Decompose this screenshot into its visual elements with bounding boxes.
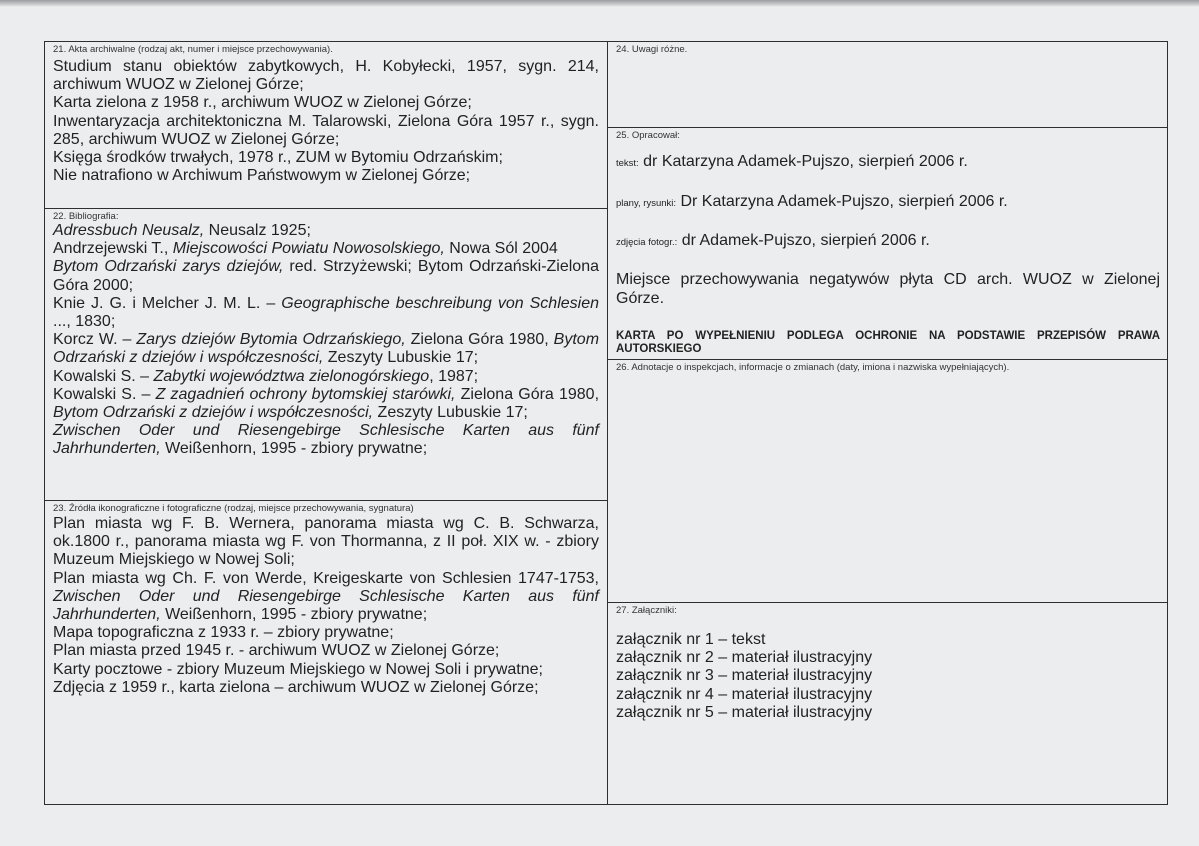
s23-line-4: Plan miasta przed 1945 r. - archiwum WUOZ w Zielonej Górze; xyxy=(53,642,500,660)
s21-line-1: Studium stanu obiektów zabytkowych, H. Kobyłecki, 1957, sygn. 214, archiwum WUOZ w Zielonej Górze; xyxy=(53,58,599,94)
text-author-row: tekst: dr Katarzyna Adamek-Pujszo, sierpień 2006 r. xyxy=(616,153,968,170)
scan-top-edge xyxy=(0,0,1199,7)
attachment-2: załącznik nr 2 – materiał ilustracyjny xyxy=(616,649,873,667)
section-23-label: 23. Źródła ikonograficzne i fotograficzne (rodzaj, miejsce przechowywania, sygnatura) xyxy=(53,503,414,514)
bib-entry-8: Zwischen Oder und Riesengebirge Schlesische Karten aus fünf Jahrhunderten, Weißenhorn, 1995 - zbiory prywatne; xyxy=(53,422,599,458)
section-22-bibliography xyxy=(45,209,607,500)
section-21-label: 21. Akta archiwalne (rodzaj akt, numer i miejsce przechowywania). xyxy=(53,44,333,55)
s21-line-4: Księga środków trwałych, 1978 r., ZUM w Bytomiu Odrzańskim; xyxy=(53,149,503,167)
s21-line-5: Nie natrafiono w Archiwum Państwowym w Zielonej Górze; xyxy=(53,167,471,185)
plans-author-row: plany, rysunki: Dr Katarzyna Adamek-Pujszo, sierpień 2006 r. xyxy=(616,193,1008,210)
negatives-location: Miejsce przechowywania negatywów płyta CD arch. WUOZ w Zielonej Górze. xyxy=(616,271,1160,307)
s23-line-6: Zdjęcia z 1959 r., karta zielona – archiwum WUOZ w Zielonej Górze; xyxy=(53,678,539,696)
section-26-label: 26. Adnotacje o inspekcjach, informacje o zmianach (daty, imiona i nazwiska wypełniających). xyxy=(616,362,1010,373)
section-27-label: 27. Załączniki: xyxy=(616,605,677,616)
bib-entry-4: Knie J. G. i Melcher J. M. L. – Geographische beschreibung von Schlesien ..., 1830; xyxy=(53,294,599,331)
section-26-annotations xyxy=(608,360,1168,602)
text-author-value: dr Katarzyna Adamek-Pujszo, sierpień 2006 r. xyxy=(643,153,968,170)
s23-line-1: Plan miasta wg F. B. Wernera, panorama miasta wg C. B. Schwarza, ok.1800 r., panorama miasta wg F. von Thormanna, z II poł. XIX w. - zbiory Muzeum Miejskiego w Nowej Soli; xyxy=(53,515,599,569)
section-25-prepared-by xyxy=(608,128,1168,359)
section-24-label: 24. Uwagi różne. xyxy=(616,44,688,55)
attachment-4: załącznik nr 4 – materiał ilustracyjny xyxy=(616,685,873,703)
section-22-label: 22. Bibliografia: xyxy=(53,211,119,222)
s21-line-2: Karta zielona z 1958 r., archiwum WUOZ w Zielonej Górze; xyxy=(53,94,472,112)
bib-entry-1: Adressbuch Neusalz, Neusalz 1925; xyxy=(53,222,311,239)
attachment-3: załącznik nr 3 – materiał ilustracyjny xyxy=(616,667,873,685)
bib-entry-5: Korcz W. – Zarys dziejów Bytomia Odrzańskiego, Zielona Góra 1980, Bytom Odrzański z dziejów i współczesności, Zeszyty Lubuskie 17; xyxy=(53,331,600,367)
attachment-5: załącznik nr 5 – materiał ilustracyjny xyxy=(616,703,873,721)
bib-entry-7: Kowalski S. – Z zagadnień ochrony bytomskiej starówki, Zielona Góra 1980, Bytom Odrzański z dziejów i współczesności, Zeszyty Lubuskie 17; xyxy=(53,385,600,422)
section-24-remarks xyxy=(608,42,1168,127)
s23-line-3: Mapa topograficzna z 1933 r. – zbiory prywatne; xyxy=(53,624,394,642)
photos-author-row: zdjęcia fotogr.: dr Adamek-Pujszo, sierpień 2006 r. xyxy=(616,232,930,249)
bib-entry-2: Andrzejewski T., Miejscowości Powiatu Nowosolskiego, Nowa Sól 2004 xyxy=(53,240,558,258)
plans-author-value: Dr Katarzyna Adamek-Pujszo, sierpień 2006 r. xyxy=(680,193,1008,210)
section-27-attachments xyxy=(608,603,1168,804)
bib-entry-6: Kowalski S. – Zabytki województwa zielonogórskiego, 1987; xyxy=(53,367,479,385)
record-card-form xyxy=(44,41,1168,805)
s23-line-5: Karty pocztowe - zbiory Muzeum Miejskiego w Nowej Soli i prywatne; xyxy=(53,660,543,678)
section-21-archival-records xyxy=(45,42,607,208)
photos-author-value: dr Adamek-Pujszo, sierpień 2006 r. xyxy=(681,232,930,249)
copyright-notice: KARTA PO WYPEŁNIENIU PODLEGA OCHRONIE NA PODSTAWIE PRZEPISÓW PRAWA AUTORSKIEGO xyxy=(616,330,1160,355)
section-23-iconographic-sources xyxy=(45,501,607,804)
attachment-1: załącznik nr 1 – tekst xyxy=(616,631,766,648)
s23-line-2: Plan miasta wg Ch. F. von Werde, Kreigeskarte von Schlesien 1747-1753, Zwischen Oder und Riesengebirge Schlesische Karten aus fünf Jahrhunderten, Weißenhorn, 1995 - zbiory prywatne; xyxy=(53,569,599,624)
section-25-label: 25. Opracował: xyxy=(616,130,680,141)
bib-entry-3: Bytom Odrzański zarys dziejów, red. Strzyżewski; Bytom Odrzański-Zielona Góra 2000; xyxy=(53,258,599,294)
s21-line-3: Inwentaryzacja architektoniczna M. Talarowski, Zielona Góra 1957 r., sygn. 285, archiwum WUOZ w Zielonej Górze; xyxy=(53,112,599,148)
